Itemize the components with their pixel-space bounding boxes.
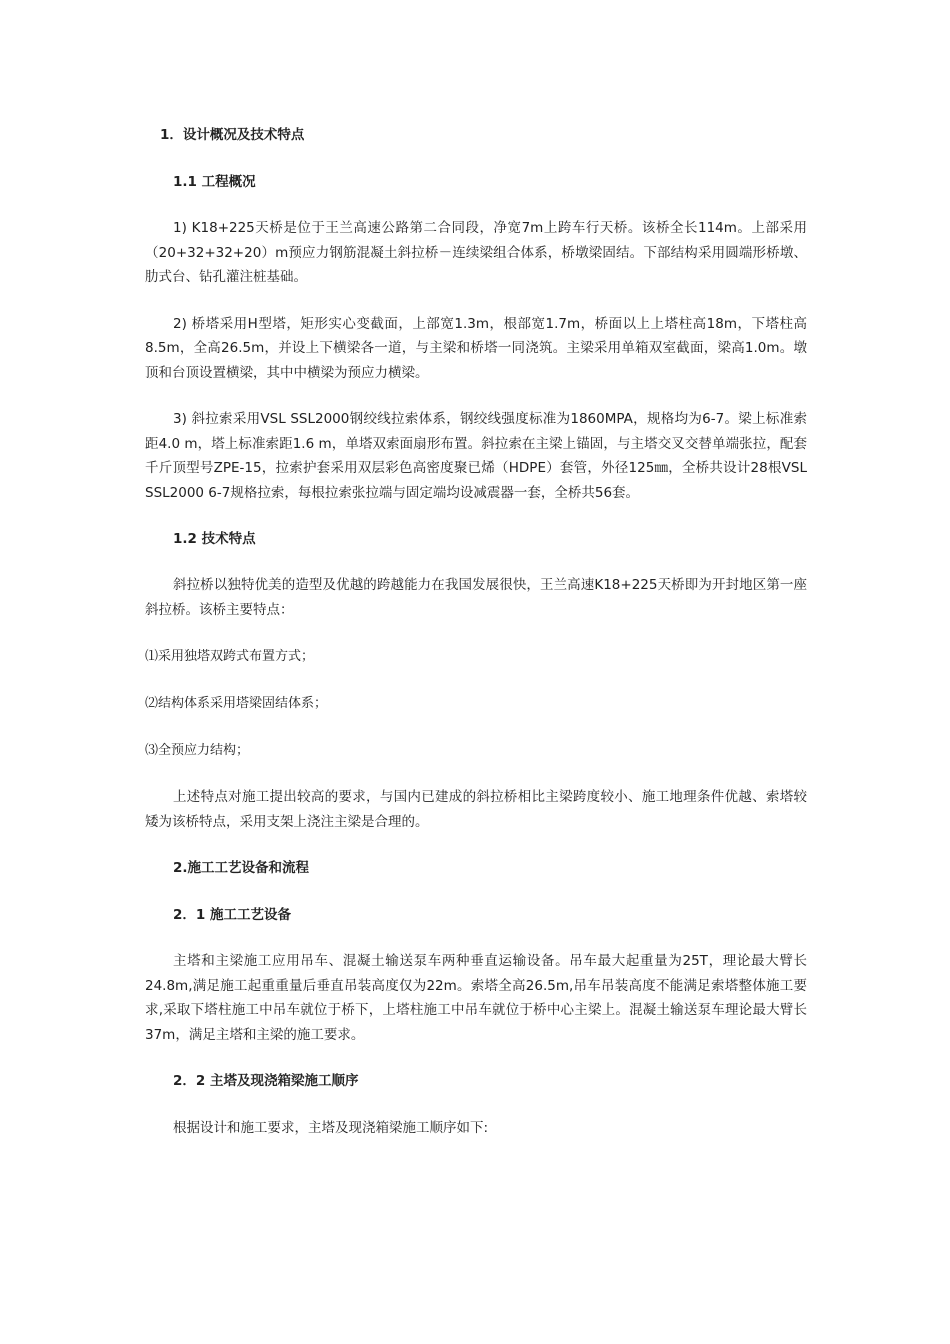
feature-item-2: ⑵结构体系采用塔梁固结体系； <box>145 696 328 711</box>
paragraph-1-1-1: 1) K18+225天桥是位于王兰高速公路第二合同段，净宽7m上跨车行天桥。该桥全长114m。上部采用（20+32+32+20）m预应力钢筋混凝土斜拉桥－连续梁组合体系，桥墩梁固结。下部结构采用圆端形桥墩、肋式台、钻孔灌注桩基础。 <box>145 220 807 285</box>
paragraph-1-2-1: 斜拉桥以独特优美的造型及优越的跨越能力在我国发展很快，王兰高速K18+225天桥即为开封地区第一座斜拉桥。该桥主要特点： <box>145 577 807 618</box>
feature-item-3: ⑶全预应力结构； <box>145 743 250 758</box>
paragraph-1-1-2: 2) 桥塔采用H型塔，矩形实心变截面，上部宽1.3m，根部宽1.7m，桥面以上上塔柱高18m，下塔柱高8.5m，全高26.5m，并设上下横梁各一道，与主梁和桥塔一同浇筑。主梁采用单箱双室截面，梁高1.0m。墩顶和台顶设置横梁，其中中横梁为预应力横梁。 <box>145 315 807 381</box>
section-1-heading: 1．设计概况及技术特点 <box>160 127 305 143</box>
section-2-1-heading: 2．1 施工工艺设备 <box>173 907 291 923</box>
section-2-2-heading: 2．2 主塔及现浇箱梁施工顺序 <box>173 1073 359 1089</box>
section-1-2-heading: 1.2 技术特点 <box>173 531 256 547</box>
paragraph-1-2-2: 上述特点对施工提出较高的要求，与国内已建成的斜拉桥相比主梁跨度较小、施工地理条件优越、索塔较矮为该桥特点，采用支架上浇注主梁是合理的。 <box>145 789 807 830</box>
paragraph-2-1-1: 主塔和主梁施工应用吊车、混凝土输送泵车两种垂直运输设备。吊车最大起重量为25T，理论最大臂长24.8m,满足施工起重重量后垂直吊装高度仅为22m。索塔全高26.5m,吊车吊装高度不能满足索塔整体施工要求,采取下塔柱施工中吊车就位于桥下，上塔柱施工中吊车就位于桥中心主梁上。混凝土输送泵车理论最大臂长37m，满足主塔和主梁的施工要求。 <box>145 953 807 1043</box>
feature-item-1: ⑴采用独塔双跨式布置方式； <box>145 649 315 664</box>
section-1-1-heading: 1.1 工程概况 <box>173 174 256 190</box>
section-2-heading: 2.施工工艺设备和流程 <box>173 860 310 876</box>
paragraph-2-2-1: 根据设计和施工要求，主塔及现浇箱梁施工顺序如下: <box>173 1120 489 1136</box>
paragraph-1-1-3: 3) 斜拉索采用VSL SSL2000钢绞线拉索体系，钢绞线强度标准为1860MPA，规格均为6-7。梁上标准索距4.0 m，塔上标准索距1.6 m，单塔双索面扇形布置。斜拉索在主梁上锚固，与主塔交叉交替单端张拉，配套千斤顶型号ZPE-15，拉索护套采用双层彩色高密度聚已烯（HDPE）套管，外径125㎜，全桥共设计28根VSL SSL2000 6-7规格拉索，每根拉索张拉端与固定端均设减震器一套，全桥共56套。 <box>145 411 807 501</box>
document-page <box>145 123 807 1141</box>
